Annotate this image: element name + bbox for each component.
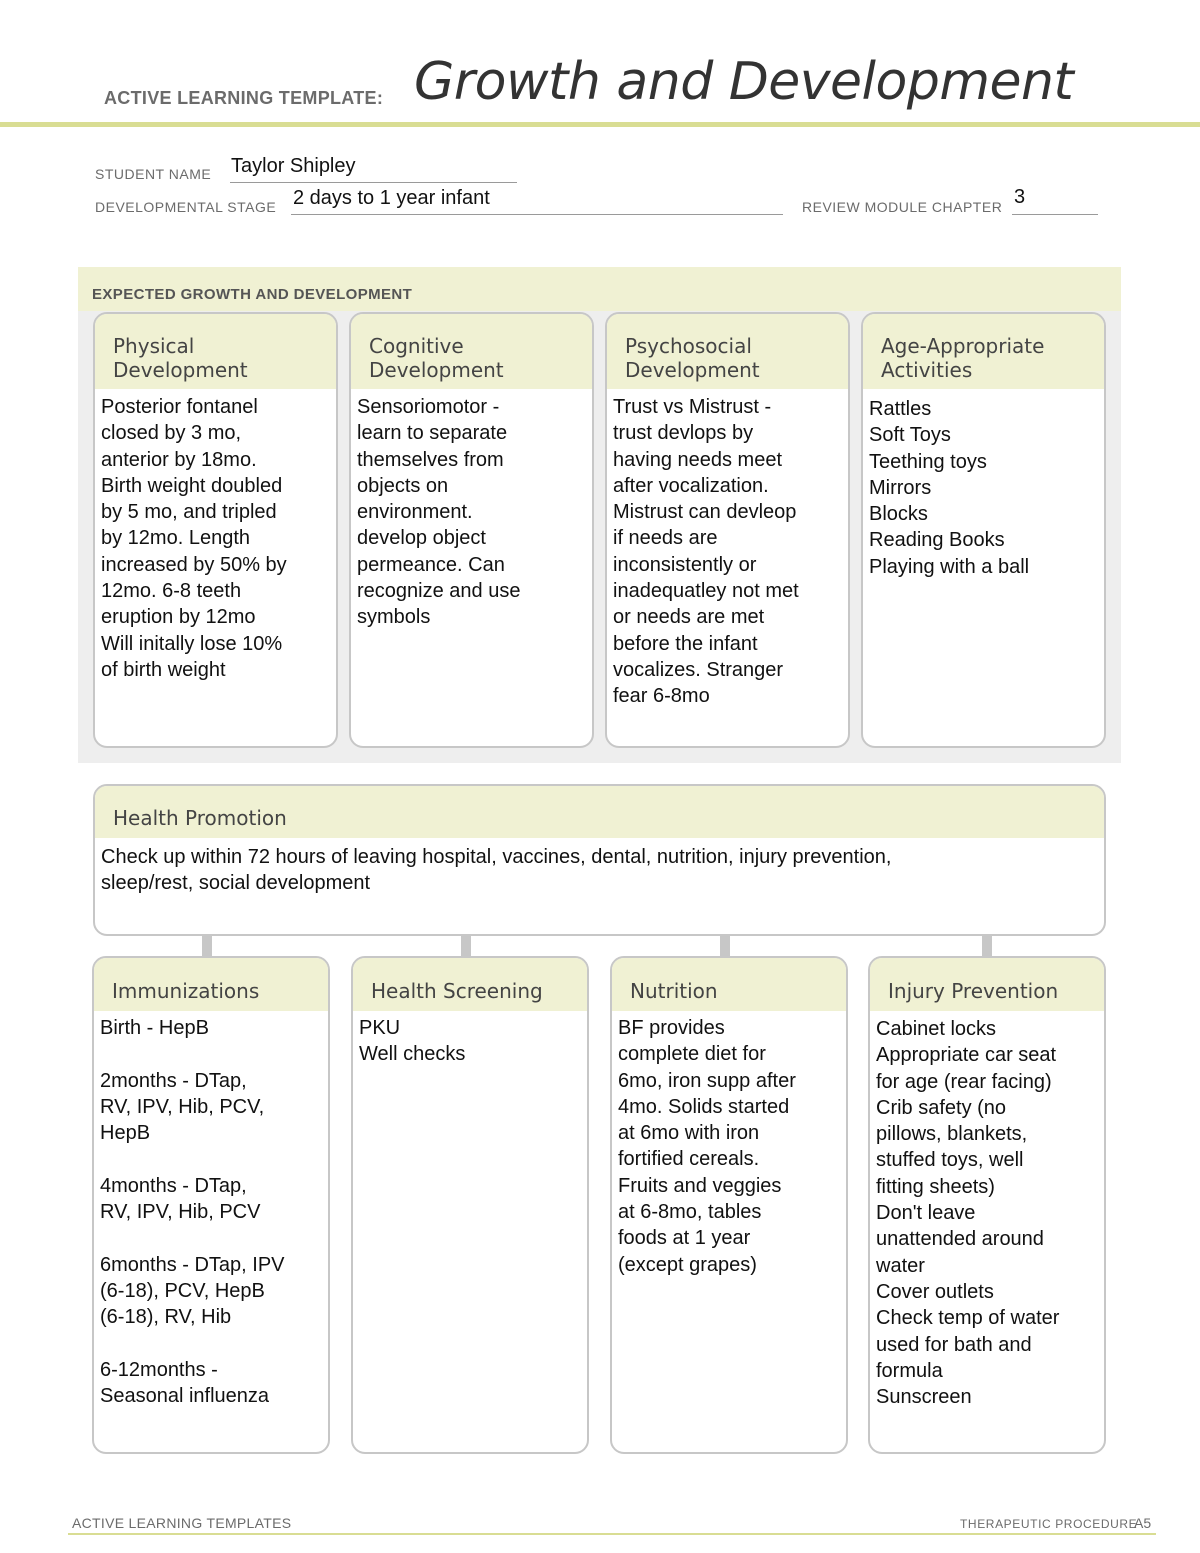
- card-title: Psychosocial Development: [625, 334, 760, 382]
- card-body[interactable]: Birth - HepB 2months - DTap, RV, IPV, Hib, PCV, HepB 4months - DTap, RV, IPV, Hib, PCV 6months - DTap, IPV (6-18), PCV, HepB (6-18), RV, Hib 6-12months - Seasonal influenza: [100, 1017, 285, 1408]
- footer-left-label: ACTIVE LEARNING TEMPLATES: [72, 1515, 292, 1531]
- health-promotion-card: [93, 784, 1106, 936]
- card-body[interactable]: BF provides complete diet for 6mo, iron supp after 4mo. Solids started at 6mo with iron fortified cereals. Fruits and veggies at 6-8mo, tables foods at 1 year (except grapes): [618, 1017, 796, 1276]
- physical-development-card: [93, 312, 338, 748]
- header-divider: [0, 122, 1200, 127]
- developmental-stage-label: DEVELOPMENTAL STAGE: [95, 199, 277, 215]
- age-appropriate-activities-card: [861, 312, 1106, 748]
- page-number: A5: [1134, 1515, 1152, 1531]
- injury-prevention-card: [868, 956, 1106, 1454]
- card-title: Injury Prevention: [888, 979, 1059, 1003]
- card-body[interactable]: Rattles Soft Toys Teething toys Mirrors Blocks Reading Books Playing with a ball: [869, 398, 1030, 578]
- connector: [982, 936, 992, 956]
- card-title: Health Promotion: [113, 806, 287, 830]
- card-body[interactable]: Posterior fontanel closed by 3 mo, anterior by 18mo. Birth weight doubled by 5 mo, and tripled by 12mo. Length increased by 50% by 12mo. 6-8 teeth eruption by 12mo Will initally lose 10% of birth weight: [101, 396, 287, 681]
- expected-growth-title: EXPECTED GROWTH AND DEVELOPMENT: [92, 286, 413, 303]
- card-title: Physical Development: [113, 334, 248, 382]
- health-screening-card: [351, 956, 589, 1454]
- card-body[interactable]: PKU Well checks: [359, 1017, 466, 1066]
- card-title: Health Screening: [371, 979, 543, 1003]
- card-body[interactable]: Cabinet locks Appropriate car seat for age (rear facing) Crib safety (no pillows, blankets, stuffed toys, well fitting sheets) Don't leave unattended around water Cover outlets Check temp of water used for bath and formula Sunscreen: [876, 1018, 1060, 1409]
- immunizations-card: [92, 956, 330, 1454]
- student-name-label: STUDENT NAME: [95, 166, 212, 182]
- card-title: Nutrition: [630, 979, 718, 1003]
- psychosocial-development-card: [605, 312, 850, 748]
- footer-right-label: THERAPEUTIC PROCEDURE: [960, 1517, 1138, 1531]
- card-title: Immunizations: [112, 979, 260, 1003]
- connector: [202, 936, 212, 956]
- review-module-field[interactable]: 3: [1014, 186, 1026, 208]
- connector: [720, 936, 730, 956]
- cognitive-development-card: [349, 312, 594, 748]
- page-title: Growth and Development: [414, 52, 1074, 112]
- connector: [461, 936, 471, 956]
- student-name-field[interactable]: Taylor Shipley: [231, 155, 356, 177]
- card-body[interactable]: Trust vs Mistrust - trust devlops by having needs meet after vocalization. Mistrust can devleop if needs are inconsistently or inadequatley not met or needs are met before the infant vocalizes. Stranger fear 6-8mo: [613, 396, 799, 708]
- card-body[interactable]: Check up within 72 hours of leaving hospital, vaccines, dental, nutrition, injury prevention, sleep/rest, social development: [101, 846, 892, 895]
- nutrition-card: [610, 956, 848, 1454]
- card-body[interactable]: Sensoriomotor - learn to separate themselves from objects on environment. develop object permeance. Can recognize and use symbols: [357, 396, 521, 629]
- template-label: ACTIVE LEARNING TEMPLATE:: [104, 88, 384, 108]
- footer-divider: [68, 1533, 1156, 1535]
- card-title: Cognitive Development: [369, 334, 504, 382]
- developmental-stage-field[interactable]: 2 days to 1 year infant: [293, 187, 490, 209]
- card-title: Age-Appropriate Activities: [881, 334, 1045, 382]
- review-module-label: REVIEW MODULE CHAPTER: [802, 199, 1003, 215]
